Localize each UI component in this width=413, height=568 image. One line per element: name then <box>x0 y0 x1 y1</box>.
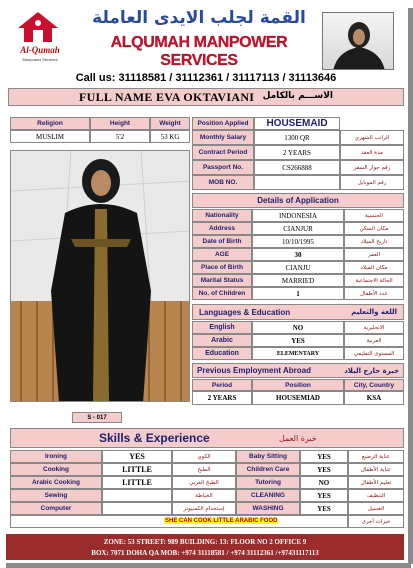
skills-header <box>10 428 404 448</box>
height-value: 5'2 <box>90 130 150 143</box>
full-name: FULL NAME EVA OKTAVIANI <box>79 90 255 104</box>
marital-value: MARRIED <box>252 274 344 287</box>
page-shadow-bottom <box>6 563 411 568</box>
birthplace-value: CIANJU <box>252 261 344 274</box>
contract-value: 2 YEARS <box>254 145 340 160</box>
ironing-arabic: الكوي <box>172 450 236 463</box>
age-value: 30 <box>252 248 344 261</box>
weight-value: 53 KG <box>150 130 190 143</box>
header <box>4 4 408 74</box>
computer-arabic: إستخدام الكمبيوتر <box>172 502 236 515</box>
employment-period: 2 YEARS <box>192 391 252 405</box>
languages-header <box>192 304 404 320</box>
tutoring-label: Tutoring <box>236 476 300 489</box>
english-value: NO <box>252 321 344 334</box>
arabic-label: Arabic <box>192 334 252 347</box>
babysitting-value: YES <box>300 450 348 463</box>
position-header: Position <box>252 379 344 391</box>
childcare-label: Children Care <box>236 463 300 476</box>
children-value: 1 <box>252 287 344 300</box>
english-arabic: الانجليزية <box>344 321 404 334</box>
logo-subtitle: Manpower Services <box>22 57 58 62</box>
address-arabic: مكان السكن <box>344 222 404 235</box>
skills-title: Skills & Experience <box>99 431 210 445</box>
tutoring-arabic: تعليم الأطفال <box>348 476 404 489</box>
header-photo <box>322 12 394 70</box>
nationality-label: Nationality <box>192 209 252 222</box>
employment-position: HOUSEMIAD <box>252 391 344 405</box>
sewing-value <box>102 489 172 502</box>
marital-arabic: الحالة الاجتماعية <box>344 274 404 287</box>
page-shadow-right <box>408 8 413 564</box>
skills-title-arabic: خبرة العمل <box>279 433 317 443</box>
arabic-title: القمة لجلب الايدى العاملة <box>92 8 306 28</box>
nationality-arabic: الجنسية <box>344 209 404 222</box>
arabic-value: YES <box>252 334 344 347</box>
birthplace-label: Place of Birth <box>192 261 252 274</box>
childcare-value: YES <box>300 463 348 476</box>
cleaning-arabic: التنظيف <box>348 489 404 502</box>
salary-label: Monthly Salary <box>192 130 254 145</box>
languages-title-arabic: اللغة والتعليم <box>351 308 397 316</box>
religion-value: MUSLIM <box>10 130 90 143</box>
full-name-arabic: الاســـم بالكامل <box>262 91 333 101</box>
babysitting-label: Baby Sitting <box>236 450 300 463</box>
employment-title: Previous Employment Abroad <box>197 366 311 375</box>
skills-note: SHE CAN COOK LITTLE ARABIC FOOD <box>165 518 278 524</box>
cooking-value: LITTLE <box>102 463 172 476</box>
dob-arabic: تاريخ الميلاد <box>344 235 404 248</box>
contract-label: Contract Period <box>192 145 254 160</box>
mobile-value <box>254 175 340 190</box>
washing-label: WASHING <box>236 502 300 515</box>
other-skills-arabic: خبرات أخرى <box>348 515 404 528</box>
cleaning-label: CLEANING <box>236 489 300 502</box>
sewing-label: Sewing <box>10 489 102 502</box>
salary-arabic: الراتب الشهري <box>340 130 404 145</box>
ironing-label: Ironing <box>10 450 102 463</box>
address-value: CIANJUR <box>252 222 344 235</box>
passport-value: CS266888 <box>254 160 340 175</box>
age-label: AGE <box>192 248 252 261</box>
english-label: English <box>192 321 252 334</box>
height-label: Height <box>90 117 150 130</box>
employment-title-arabic: خبرة خارج البلاد <box>344 366 399 375</box>
washing-arabic: الغسيل <box>348 502 404 515</box>
footer-contact: BOX: 7071 DOHA QA MOB: +974 31118581 / +974 31112361 /+97431117113 <box>91 549 319 557</box>
mobile-arabic: رقم الموبايل <box>340 175 404 190</box>
marital-label: Marital Status <box>192 274 252 287</box>
arabic-cooking-label: Arabic Cooking <box>10 476 102 489</box>
nationality-value: INDONESIA <box>252 209 344 222</box>
full-name-bar <box>8 88 404 106</box>
children-arabic: عدد الأطفال <box>344 287 404 300</box>
dob-value: 10/10/1995 <box>252 235 344 248</box>
dob-label: Date of Birth <box>192 235 252 248</box>
contract-arabic: مدة العقد <box>340 145 404 160</box>
position-label: Position Applied <box>192 117 254 130</box>
computer-label: Computer <box>10 502 102 515</box>
full-body-portrait-icon <box>11 151 190 402</box>
education-value: ELEMENTARY <box>252 347 344 360</box>
employment-header <box>192 363 404 378</box>
age-arabic: العمر <box>344 248 404 261</box>
cooking-arabic: الطبخ <box>172 463 236 476</box>
address-label: Address <box>192 222 252 235</box>
position-value: HOUSEMAID <box>254 117 340 130</box>
cv-page <box>4 4 408 564</box>
babysitting-arabic: عناية الرضيع <box>348 450 404 463</box>
arabic-arabic: العربية <box>344 334 404 347</box>
education-label: Education <box>192 347 252 360</box>
ironing-value: YES <box>102 450 172 463</box>
computer-value <box>102 502 172 515</box>
sewing-arabic: الخياطة <box>172 489 236 502</box>
cooking-label: Cooking <box>10 463 102 476</box>
passport-arabic: رقم جواز السفر <box>340 160 404 175</box>
cleaning-value: YES <box>300 489 348 502</box>
details-header: Details of Application <box>192 193 404 208</box>
footer-address: ZONE: 53 STREET: 989 BUILDING: 13: FLOOR NO 2 OFFICE 9 <box>103 538 307 546</box>
languages-title: Languages & Education <box>199 307 291 317</box>
house-logo-icon <box>16 10 60 44</box>
weight-label: Weight <box>150 117 190 130</box>
arabic-cooking-value: LITTLE <box>102 476 172 489</box>
phone-numbers: Call us: 31118581 / 31112361 / 31117113 / 31113646 <box>75 72 337 84</box>
footer <box>6 534 404 560</box>
company-title: ALQUMAH MANPOWER SERVICES <box>110 34 288 69</box>
country-header: City, Country <box>344 379 404 391</box>
period-header: Period <box>192 379 252 391</box>
employment-country: KSA <box>344 391 404 405</box>
salary-value: 1300 QR <box>254 130 340 145</box>
logo-name: Al-Qumah <box>20 45 60 55</box>
religion-label: Religion <box>10 117 90 130</box>
passport-label: Passport No. <box>192 160 254 175</box>
children-label: No. of Children <box>192 287 252 300</box>
arabic-cooking-arabic: الطبخ العربي <box>172 476 236 489</box>
mobile-label: MOB NO. <box>192 175 254 190</box>
candidate-photo <box>10 150 190 402</box>
birthplace-arabic: مكان الميلاد <box>344 261 404 274</box>
washing-value: YES <box>300 502 348 515</box>
childcare-arabic: عناية الأطفال <box>348 463 404 476</box>
education-arabic: المستوى التعليمي <box>344 347 404 360</box>
person-portrait-icon <box>323 13 394 70</box>
reference-code: S - 017 <box>72 412 122 423</box>
tutoring-value: NO <box>300 476 348 489</box>
company-logo <box>10 10 70 68</box>
